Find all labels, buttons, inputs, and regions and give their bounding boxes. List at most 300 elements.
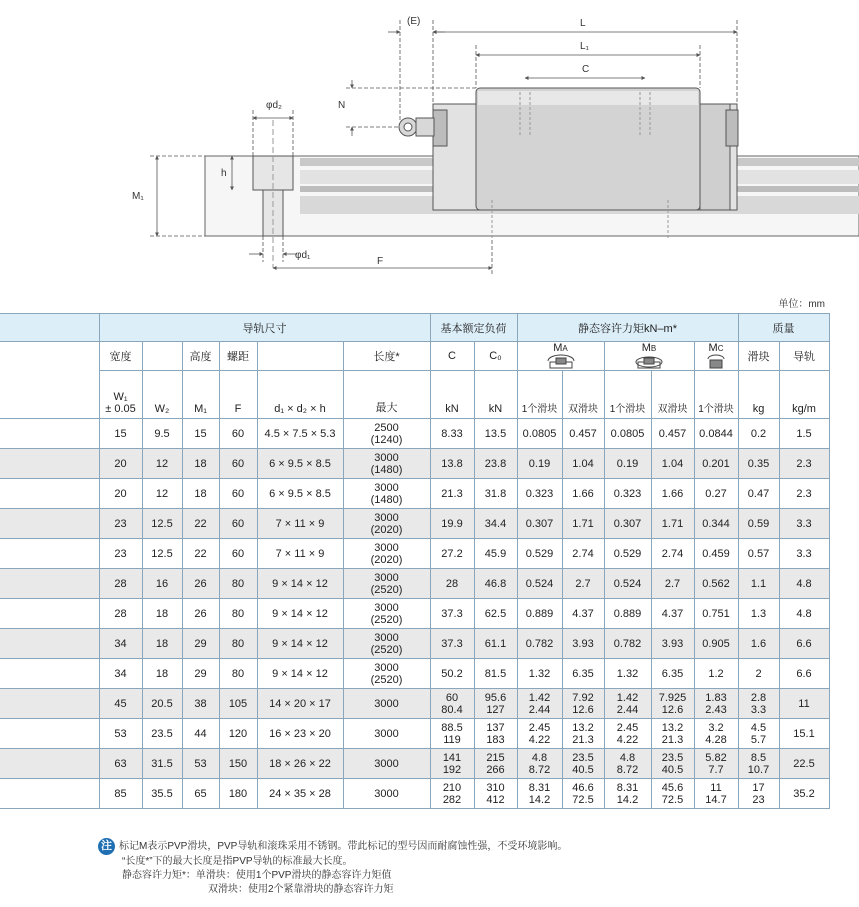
cell-c01 [474, 509, 517, 539]
cell-kgm [779, 779, 829, 809]
cell-value: 3000 [374, 451, 399, 464]
cell-mc [694, 779, 738, 809]
cell-value: 13.2 [661, 721, 684, 734]
cell-value: 0.323 [525, 487, 554, 500]
cell-d [257, 509, 343, 539]
cell-c01 [474, 539, 517, 569]
cell-value: 3000 [374, 727, 399, 740]
cell-kgm [779, 599, 829, 629]
cell-value: 88.5 [441, 721, 463, 734]
mc-label: M [708, 342, 718, 354]
cell-value: 26 [194, 607, 207, 620]
sub-w1 [99, 371, 142, 419]
cell-value: 24 × 35 × 28 [269, 787, 331, 800]
cell-kg [738, 539, 779, 569]
cell-value: 28 [114, 577, 127, 590]
cell-value: 81.5 [484, 667, 507, 680]
cell-value: 6.6 [796, 667, 812, 680]
cell-value: 20.5 [151, 697, 173, 710]
cell-mc [694, 479, 738, 509]
cell-w1 [99, 659, 142, 689]
cell-value: 4.8 [796, 577, 812, 590]
cell-value: 183 [486, 733, 505, 746]
note-badge: 注 [98, 838, 115, 855]
cell-value: 21.3 [441, 487, 463, 500]
header-blank-2 [0, 342, 99, 419]
cell-value: 0.0844 [699, 427, 733, 440]
cell-ma2 [562, 599, 604, 629]
cell-len1 [343, 509, 430, 539]
ma-sub: A [562, 344, 568, 353]
cell-m1 [182, 449, 219, 479]
cell-ma1 [517, 659, 562, 689]
cell-value: 0.35 [747, 457, 770, 470]
cell-ma1 [517, 779, 562, 809]
cell-value: 3.3 [750, 703, 767, 716]
cell-w1 [99, 689, 142, 719]
cell-value: 7.925 [658, 691, 687, 704]
ma-label: M [553, 342, 563, 354]
cell-kg [738, 509, 779, 539]
cell-value: 18 [155, 637, 169, 650]
note-line-1 [98, 838, 567, 855]
cell-value: 1.42 [528, 691, 551, 704]
cell-mc [694, 599, 738, 629]
cell-value: 4.22 [528, 733, 551, 746]
cell-value: 45.6 [661, 781, 684, 794]
cell-value: 15 [194, 427, 207, 440]
col-mb [604, 342, 694, 371]
cell-value: 22 [194, 517, 207, 530]
cell-kg [738, 419, 779, 449]
group-rail-dim: 导轨尺寸 [99, 314, 430, 342]
cell-value: (1480) [370, 463, 403, 476]
cell-c01 [474, 779, 517, 809]
cell-f [219, 539, 257, 569]
cell-kg [738, 629, 779, 659]
cell-ma2 [562, 629, 604, 659]
cell-value: 80 [231, 637, 245, 650]
cell-value: 80.4 [441, 703, 463, 716]
cell-kgm [779, 569, 829, 599]
cell-value: 6 × 9.5 × 8.5 [269, 487, 331, 500]
cell-mb1 [604, 509, 651, 539]
cell-kgm [779, 509, 829, 539]
cell-f [219, 509, 257, 539]
cell-value: 2.44 [616, 703, 639, 716]
cell-d [257, 419, 343, 449]
cell-w2 [142, 509, 182, 539]
cell-kg [738, 479, 779, 509]
cell-value: 28 [114, 607, 127, 620]
cell-value: 12.6 [661, 703, 684, 716]
cell-w2 [142, 629, 182, 659]
cell-value: 14.2 [528, 793, 551, 806]
row-blank-cell [0, 719, 99, 749]
cell-value: 0.782 [525, 637, 554, 650]
cell-value: 1.42 [616, 691, 639, 704]
cell-value: 72.5 [661, 793, 684, 806]
cell-value: 180 [228, 787, 248, 800]
cell-value: 3000 [374, 571, 399, 584]
cell-w2 [142, 539, 182, 569]
cell-c1 [430, 569, 474, 599]
cell-value: 20 [114, 457, 127, 470]
cell-kgm [779, 719, 829, 749]
cell-value: 0.323 [613, 487, 642, 500]
cell-mc [694, 659, 738, 689]
cell-value: 1.04 [572, 457, 594, 470]
cell-c1 [430, 419, 474, 449]
cell-value: 9 × 14 × 12 [272, 667, 328, 680]
cell-value: 7.92 [572, 691, 594, 704]
cell-len1 [343, 689, 430, 719]
cell-mc [694, 569, 738, 599]
cell-value: 53 [194, 757, 207, 770]
cell-value: 0.562 [702, 577, 730, 590]
cell-value: 0.307 [525, 517, 554, 530]
cell-value: 63 [114, 757, 127, 770]
cell-mb1 [604, 749, 651, 779]
cell-mc [694, 689, 738, 719]
cell-m1 [182, 509, 219, 539]
cell-value: 13.2 [572, 721, 594, 734]
cell-m1 [182, 719, 219, 749]
cell-value: 6.6 [796, 637, 812, 650]
cell-value: 0.47 [747, 487, 770, 500]
table-row [0, 449, 829, 479]
cell-value: 1.6 [750, 637, 767, 650]
cell-value: 137 [486, 721, 505, 734]
cell-w2 [142, 779, 182, 809]
cell-value: (1240) [370, 433, 403, 446]
cell-value: 127 [486, 703, 505, 716]
group-mass: 质量 [738, 314, 829, 342]
cell-w2 [142, 449, 182, 479]
cell-mb1 [604, 419, 651, 449]
cell-value: 12.6 [572, 703, 594, 716]
cell-c01 [474, 659, 517, 689]
row-blank-cell [0, 689, 99, 719]
cell-w2 [142, 569, 182, 599]
row-blank-cell [0, 479, 99, 509]
cell-value: 1.04 [661, 457, 684, 470]
cell-c1 [430, 479, 474, 509]
unit-label: 单位：mm [778, 299, 825, 310]
cell-len1 [343, 779, 430, 809]
cell-kgm [779, 659, 829, 689]
cell-ma2 [562, 539, 604, 569]
cell-mb2 [651, 569, 694, 599]
cell-f [219, 449, 257, 479]
cell-value: 2.7 [575, 577, 591, 590]
cell-value: 2.3 [796, 457, 812, 470]
cell-value: 4.8 [796, 607, 812, 620]
cell-mc [694, 449, 738, 479]
cell-value: 35.5 [151, 787, 173, 800]
cell-value: 3.93 [572, 637, 594, 650]
cell-ma1 [517, 479, 562, 509]
cell-value: 6.35 [572, 667, 594, 680]
cell-value: 95.6 [484, 691, 507, 704]
cell-m1 [182, 749, 219, 779]
cell-mc [694, 419, 738, 449]
cell-value: 0.905 [702, 637, 730, 650]
col-ma [517, 342, 604, 371]
cell-value: 23.5 [572, 751, 594, 764]
cell-value: 9 × 14 × 12 [272, 607, 328, 620]
cell-kgm [779, 749, 829, 779]
cell-value: 1.32 [528, 667, 551, 680]
cell-ma1 [517, 569, 562, 599]
cell-value: 14.2 [616, 793, 639, 806]
cell-value: 0.27 [705, 487, 727, 500]
cell-value: 0.201 [702, 457, 730, 470]
cell-mb2 [651, 719, 694, 749]
cell-value: 5.82 [705, 751, 727, 764]
cell-value: (2020) [370, 553, 403, 566]
cell-kgm [779, 479, 829, 509]
cell-value: 0.57 [747, 547, 770, 560]
cell-value: 12 [155, 487, 169, 500]
cell-value: 1.66 [572, 487, 594, 500]
cell-value: 9 × 14 × 12 [272, 577, 328, 590]
cell-ma2 [562, 419, 604, 449]
cell-mb2 [651, 419, 694, 449]
cell-value: 0.459 [702, 547, 730, 560]
table-row [0, 419, 829, 449]
cell-ma1 [517, 419, 562, 449]
cell-m1 [182, 629, 219, 659]
label-e: (E) [407, 16, 421, 27]
cell-value: (2020) [370, 523, 403, 536]
cell-d [257, 629, 343, 659]
label-l1: L₁ [580, 41, 589, 52]
cell-kg [738, 749, 779, 779]
cell-value: 60 [231, 487, 245, 500]
cell-w2 [142, 479, 182, 509]
cell-f [219, 419, 257, 449]
col-width: 宽度 [99, 342, 142, 371]
cell-value: 60 [445, 691, 459, 704]
cell-value: 31.8 [484, 487, 507, 500]
cell-value: 29 [194, 637, 207, 650]
cell-value: 31.5 [151, 757, 173, 770]
cell-mb1 [604, 599, 651, 629]
table-row [0, 539, 829, 569]
moment-c-icon [705, 354, 727, 370]
cell-value: 4.22 [616, 733, 639, 746]
cell-value: 23 [114, 517, 127, 530]
row-blank-cell [0, 659, 99, 689]
cell-w1 [99, 779, 142, 809]
cell-value: 18 × 26 × 22 [269, 757, 331, 770]
cell-len1 [343, 599, 430, 629]
cell-f [219, 689, 257, 719]
cell-value: 0.59 [747, 517, 770, 530]
sub-m1: M₁ [182, 371, 219, 419]
cell-c1 [430, 629, 474, 659]
cell-kg [738, 719, 779, 749]
row-blank-cell [0, 779, 99, 809]
cell-value: 2.74 [661, 547, 684, 560]
sub-w1-tol: ± 0.05 [105, 403, 136, 415]
sub-w2: W₂ [142, 371, 182, 419]
cell-value: (1480) [370, 493, 403, 506]
cell-value: 19.9 [441, 517, 463, 530]
cell-value: 215 [486, 751, 505, 764]
notes [98, 838, 567, 897]
cell-value: 3000 [374, 661, 399, 674]
cell-value: 7 × 11 × 9 [275, 517, 325, 530]
moment-b-icon [632, 354, 666, 370]
cell-value: 18 [155, 607, 169, 620]
table-row [0, 629, 829, 659]
cell-value: 80 [231, 667, 245, 680]
cell-value: 1.5 [796, 427, 812, 440]
cell-kg [738, 779, 779, 809]
cell-mb2 [651, 659, 694, 689]
cell-c1 [430, 599, 474, 629]
cell-value: 9.5 [154, 427, 170, 440]
cell-f [219, 659, 257, 689]
cell-value: 1.66 [661, 487, 684, 500]
cell-value: 3000 [374, 631, 399, 644]
cell-value: 40.5 [572, 763, 594, 776]
cell-value: 2.45 [528, 721, 551, 734]
cell-d [257, 539, 343, 569]
cell-value: 60 [231, 547, 245, 560]
cell-value: 27.2 [441, 547, 463, 560]
cell-value: 44 [194, 727, 207, 740]
cell-value: 18 [194, 487, 207, 500]
cell-value: 3.2 [708, 721, 724, 734]
cell-mb1 [604, 479, 651, 509]
cell-value: 15.1 [793, 727, 815, 740]
cell-value: 2500 [374, 421, 399, 434]
cell-c01 [474, 479, 517, 509]
cell-value: (2520) [370, 673, 403, 686]
cell-value: 0.529 [525, 547, 554, 560]
cell-d [257, 479, 343, 509]
sub-ma-double: 双滑块 [562, 371, 604, 419]
cell-f [219, 479, 257, 509]
cell-value: 150 [228, 757, 248, 770]
cell-value: 60 [231, 427, 245, 440]
cell-value: 38 [194, 697, 207, 710]
cell-value: 4.37 [572, 607, 594, 620]
cell-value: 2.8 [750, 691, 767, 704]
cell-value: 4.28 [705, 733, 727, 746]
cell-w2 [142, 689, 182, 719]
cell-ma1 [517, 509, 562, 539]
cell-value: 3000 [374, 757, 399, 770]
cell-value: 0.457 [569, 427, 597, 440]
cell-value: 266 [486, 763, 505, 776]
cell-value: 3.93 [661, 637, 684, 650]
cell-len1 [343, 449, 430, 479]
label-c: C [582, 64, 590, 75]
cell-value: 61.1 [484, 637, 507, 650]
cell-value: 282 [442, 793, 462, 806]
cell-c01 [474, 719, 517, 749]
cell-value: 72.5 [572, 793, 594, 806]
label-n: N [338, 100, 346, 111]
cell-d [257, 449, 343, 479]
spec-table [0, 313, 830, 809]
cell-value: 14 × 20 × 17 [269, 697, 331, 710]
sub-f: F [219, 371, 257, 419]
cell-value: 60 [231, 457, 245, 470]
cell-mb2 [651, 629, 694, 659]
cell-m1 [182, 779, 219, 809]
cell-value: 62.5 [484, 607, 507, 620]
sub-mb-single: 1个滑块 [604, 371, 651, 419]
col-length: 长度* [343, 342, 430, 371]
cell-value: 1.1 [750, 577, 767, 590]
cell-f [219, 749, 257, 779]
note-line-2: “长度*”下的最大长度是指PVP导轨的标准最大长度。 [122, 856, 353, 867]
cell-kgm [779, 419, 829, 449]
cell-c01 [474, 419, 517, 449]
cell-ma2 [562, 749, 604, 779]
cell-value: 5.7 [750, 733, 767, 746]
cell-ma2 [562, 509, 604, 539]
cell-c1 [430, 719, 474, 749]
cell-w2 [142, 659, 182, 689]
table-row [0, 749, 829, 779]
cell-c1 [430, 539, 474, 569]
cell-kg [738, 689, 779, 719]
cell-value: 4.5 [750, 721, 767, 734]
cell-mb1 [604, 539, 651, 569]
cell-value: 45 [114, 697, 127, 710]
cell-w1 [99, 539, 142, 569]
header-blank [0, 314, 99, 342]
cell-m1 [182, 539, 219, 569]
cell-value: 15 [114, 427, 127, 440]
cell-value: 8.31 [616, 781, 639, 794]
cell-value: 46.6 [572, 781, 594, 794]
cell-value: 210 [442, 781, 462, 794]
cell-c01 [474, 629, 517, 659]
cell-value: 11 [798, 697, 810, 710]
mc-sub: C [717, 344, 724, 353]
cell-c01 [474, 449, 517, 479]
cell-m1 [182, 419, 219, 449]
cell-mb1 [604, 719, 651, 749]
cell-w1 [99, 599, 142, 629]
cell-value: 2.74 [572, 547, 594, 560]
cell-value: 105 [228, 697, 248, 710]
cell-d [257, 719, 343, 749]
cell-mb1 [604, 659, 651, 689]
sub-mb-double: 双滑块 [651, 371, 694, 419]
cell-value: 3000 [374, 541, 399, 554]
cell-c01 [474, 569, 517, 599]
group-static-moment: 静态容许力矩kN–m* [517, 314, 738, 342]
cell-f [219, 629, 257, 659]
cell-mb1 [604, 779, 651, 809]
cell-value: 412 [486, 793, 505, 806]
cell-value: 50.2 [441, 667, 463, 680]
cell-d [257, 749, 343, 779]
cell-mb2 [651, 749, 694, 779]
cell-value: 2 [755, 667, 762, 680]
cell-ma2 [562, 569, 604, 599]
cell-value: 65 [194, 787, 207, 800]
table-row [0, 659, 829, 689]
